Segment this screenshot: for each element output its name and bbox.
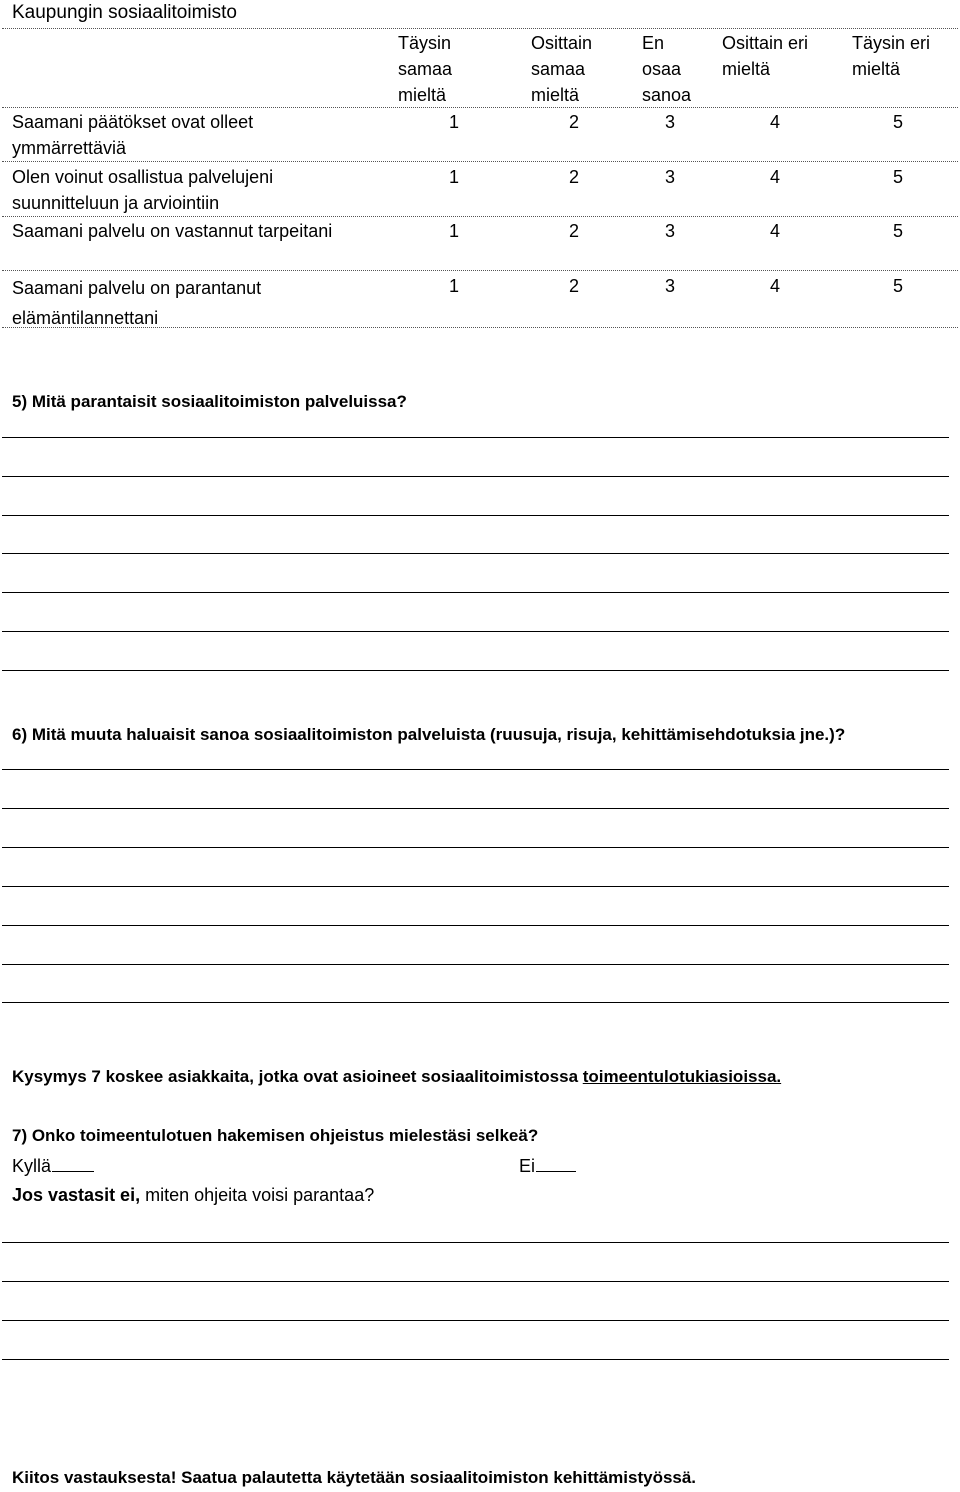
answer-line-q7[interactable] — [2, 1242, 949, 1243]
yes-label: Kyllä — [12, 1156, 52, 1176]
table-bottom-rule — [2, 327, 958, 328]
question-7-intro-emphasis: toimeentulotukiasioissa. — [582, 1067, 782, 1086]
answer-line-q6[interactable] — [2, 769, 949, 770]
rating-option-3[interactable]: 3 — [665, 276, 676, 296]
yes-blank[interactable] — [52, 1155, 94, 1172]
form-title: Kaupungin sosiaalitoimisto — [12, 2, 237, 23]
no-option[interactable] — [519, 1155, 576, 1177]
no-label: Ei — [519, 1156, 536, 1176]
answer-line-q5[interactable] — [2, 476, 949, 477]
row-rule — [2, 161, 958, 162]
table-row-label: Olen voinut osallistua palvelujeni suunnitteluun ja arviointiin — [12, 167, 274, 213]
question-7-followup — [12, 1185, 374, 1206]
scale-header-2: Osittain samaa mieltä — [531, 33, 593, 105]
answer-line-q6[interactable] — [2, 1002, 949, 1003]
question-5: 5) Mitä parantaisit sosiaalitoimiston palveluissa? — [12, 392, 407, 411]
scale-header-5: Täysin eri mieltä — [852, 33, 931, 79]
answer-line-q7[interactable] — [2, 1281, 949, 1282]
rating-option-1[interactable]: 1 — [449, 167, 460, 187]
table-row-label: Saamani päätökset ovat olleet ymmärrettäviä — [12, 112, 254, 158]
table-top-rule — [2, 28, 958, 29]
rating-option-3[interactable]: 3 — [665, 221, 676, 241]
rating-option-5[interactable]: 5 — [893, 276, 904, 296]
rating-option-2[interactable]: 2 — [569, 276, 580, 296]
rating-option-1[interactable]: 1 — [449, 221, 460, 241]
answer-line-q5[interactable] — [2, 670, 949, 671]
answer-line-q5[interactable] — [2, 515, 949, 516]
thank-you-note: Kiitos vastauksesta! Saatua palautetta käytetään sosiaalitoimiston kehittämistyössä. — [12, 1468, 697, 1487]
question-7-followup-text: miten ohjeita voisi parantaa? — [140, 1185, 375, 1205]
answer-line-q5[interactable] — [2, 437, 949, 438]
table-row-label: Saamani palvelu on vastannut tarpeitani — [12, 221, 333, 241]
answer-line-q5[interactable] — [2, 631, 949, 632]
answer-line-q6[interactable] — [2, 886, 949, 887]
no-blank[interactable] — [536, 1155, 576, 1172]
question-7: 7) Onko toimeentulotuen hakemisen ohjeistus mielestäsi selkeä? — [12, 1126, 539, 1145]
rating-option-4[interactable]: 4 — [770, 276, 781, 296]
rating-option-3[interactable]: 3 — [665, 112, 676, 132]
rating-option-3[interactable]: 3 — [665, 167, 676, 187]
answer-line-q7[interactable] — [2, 1359, 949, 1360]
rating-option-5[interactable]: 5 — [893, 167, 904, 187]
rating-option-4[interactable]: 4 — [770, 221, 781, 241]
rating-option-2[interactable]: 2 — [569, 112, 580, 132]
yes-option[interactable] — [12, 1155, 94, 1177]
answer-line-q6[interactable] — [2, 925, 949, 926]
question-7-intro-text: Kysymys 7 koskee asiakkaita, jotka ovat asioineet sosiaalitoimistossa — [12, 1067, 583, 1086]
answer-line-q6[interactable] — [2, 847, 949, 848]
scale-header-4: Osittain eri mieltä — [722, 33, 809, 79]
rating-option-1[interactable]: 1 — [449, 112, 460, 132]
row-rule — [2, 216, 958, 217]
header-rule — [2, 107, 958, 108]
rating-option-2[interactable]: 2 — [569, 167, 580, 187]
question-7-intro — [12, 1067, 781, 1087]
rating-option-1[interactable]: 1 — [449, 276, 460, 296]
answer-line-q6[interactable] — [2, 964, 949, 965]
scale-header-3: En osaa sanoa — [642, 33, 692, 105]
answer-line-q6[interactable] — [2, 808, 949, 809]
row-rule — [2, 270, 958, 271]
rating-option-4[interactable]: 4 — [770, 112, 781, 132]
rating-option-4[interactable]: 4 — [770, 167, 781, 187]
rating-option-5[interactable]: 5 — [893, 221, 904, 241]
scale-header-1: Täysin samaa mieltä — [398, 33, 453, 105]
answer-line-q5[interactable] — [2, 553, 949, 554]
answer-line-q7[interactable] — [2, 1320, 949, 1321]
question-7-followup-bold: Jos vastasit ei, — [12, 1185, 141, 1205]
rating-option-2[interactable]: 2 — [569, 221, 580, 241]
question-6: 6) Mitä muuta haluaisit sanoa sosiaalitoimiston palveluista (ruusuja, risuja, kehittämisehdotuksia jne.)? — [12, 725, 846, 744]
answer-line-q5[interactable] — [2, 592, 949, 593]
table-row-label: Saamani palvelu on parantanut elämäntilannettani — [12, 278, 262, 328]
rating-option-5[interactable]: 5 — [893, 112, 904, 132]
